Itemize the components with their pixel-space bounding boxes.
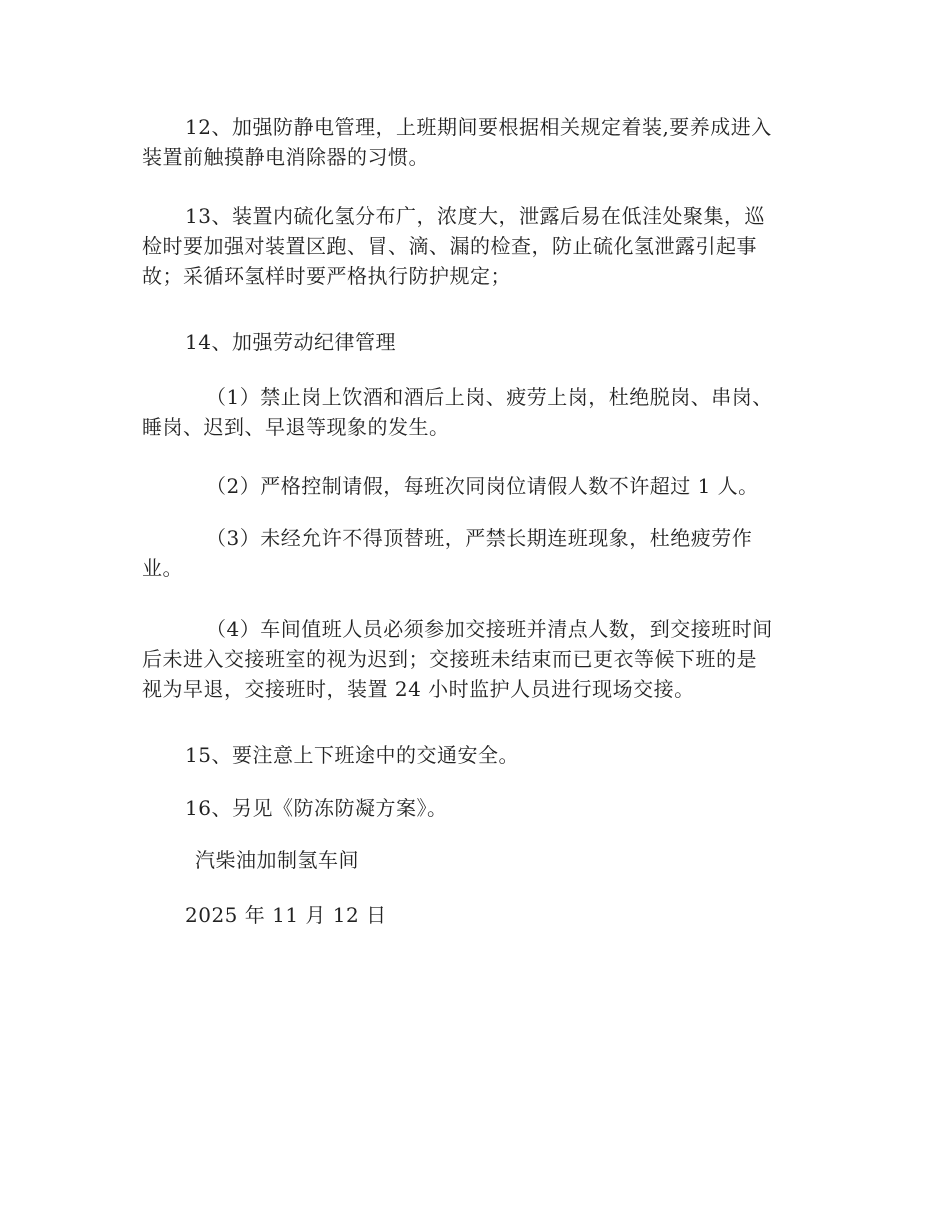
text-line: （1）禁止岗上饮酒和酒后上岗、疲劳上岗，杜绝脱岗、串岗、 [206, 385, 773, 409]
text-line: 故；采循环氢样时要严格执行防护规定； [142, 264, 511, 288]
department-name: 汽柴油加制氢车间 [195, 848, 359, 872]
paragraph-item-15 [142, 740, 806, 770]
text-line: （4）车间值班人员必须参加交接班并清点人数，到交接班时间 [206, 617, 773, 641]
text-line: 后未进入交接班室的视为迟到；交接班未结束而已更衣等候下班的是 [142, 647, 757, 671]
text-line: 14、加强劳动纪律管理 [185, 330, 396, 354]
paragraph-item-16 [142, 793, 806, 823]
text-line: 12、加强防静电管理，上班期间要根据相关规定着装,要养成进入 [185, 115, 772, 139]
text-line: 睡岗、迟到、早退等现象的发生。 [142, 415, 450, 439]
text-line: （2）严格控制请假，每班次同岗位请假人数不许超过 1 人。 [206, 474, 759, 498]
paragraph-subitem-2 [142, 471, 806, 501]
paragraph-item-13 [142, 201, 806, 291]
signature-department [142, 845, 806, 875]
text-line: 业。 [142, 556, 183, 580]
paragraph-item-12 [142, 112, 806, 172]
text-line: 装置前触摸静电消除器的习惯。 [142, 145, 429, 169]
paragraph-item-14 [142, 327, 806, 357]
text-line: （3）未经允许不得顶替班，严禁长期连班现象，杜绝疲劳作 [206, 526, 753, 550]
paragraph-subitem-4 [142, 614, 806, 704]
paragraph-subitem-1 [142, 382, 806, 442]
text-line: 16、另见《防冻防凝方案》。 [185, 796, 448, 820]
text-line: 15、要注意上下班途中的交通安全。 [185, 743, 519, 767]
text-line: 视为早退，交接班时，装置 24 小时监护人员进行现场交接。 [142, 677, 695, 701]
signature-date [142, 900, 806, 930]
text-line: 检时要加强对装置区跑、冒、滴、漏的检查，防止硫化氢泄露引起事 [142, 234, 757, 258]
paragraph-subitem-3 [142, 523, 806, 583]
date-text: 2025 年 11 月 12 日 [185, 903, 387, 927]
text-line: 13、装置内硫化氢分布广，浓度大，泄露后易在低洼处聚集，巡 [185, 204, 765, 228]
